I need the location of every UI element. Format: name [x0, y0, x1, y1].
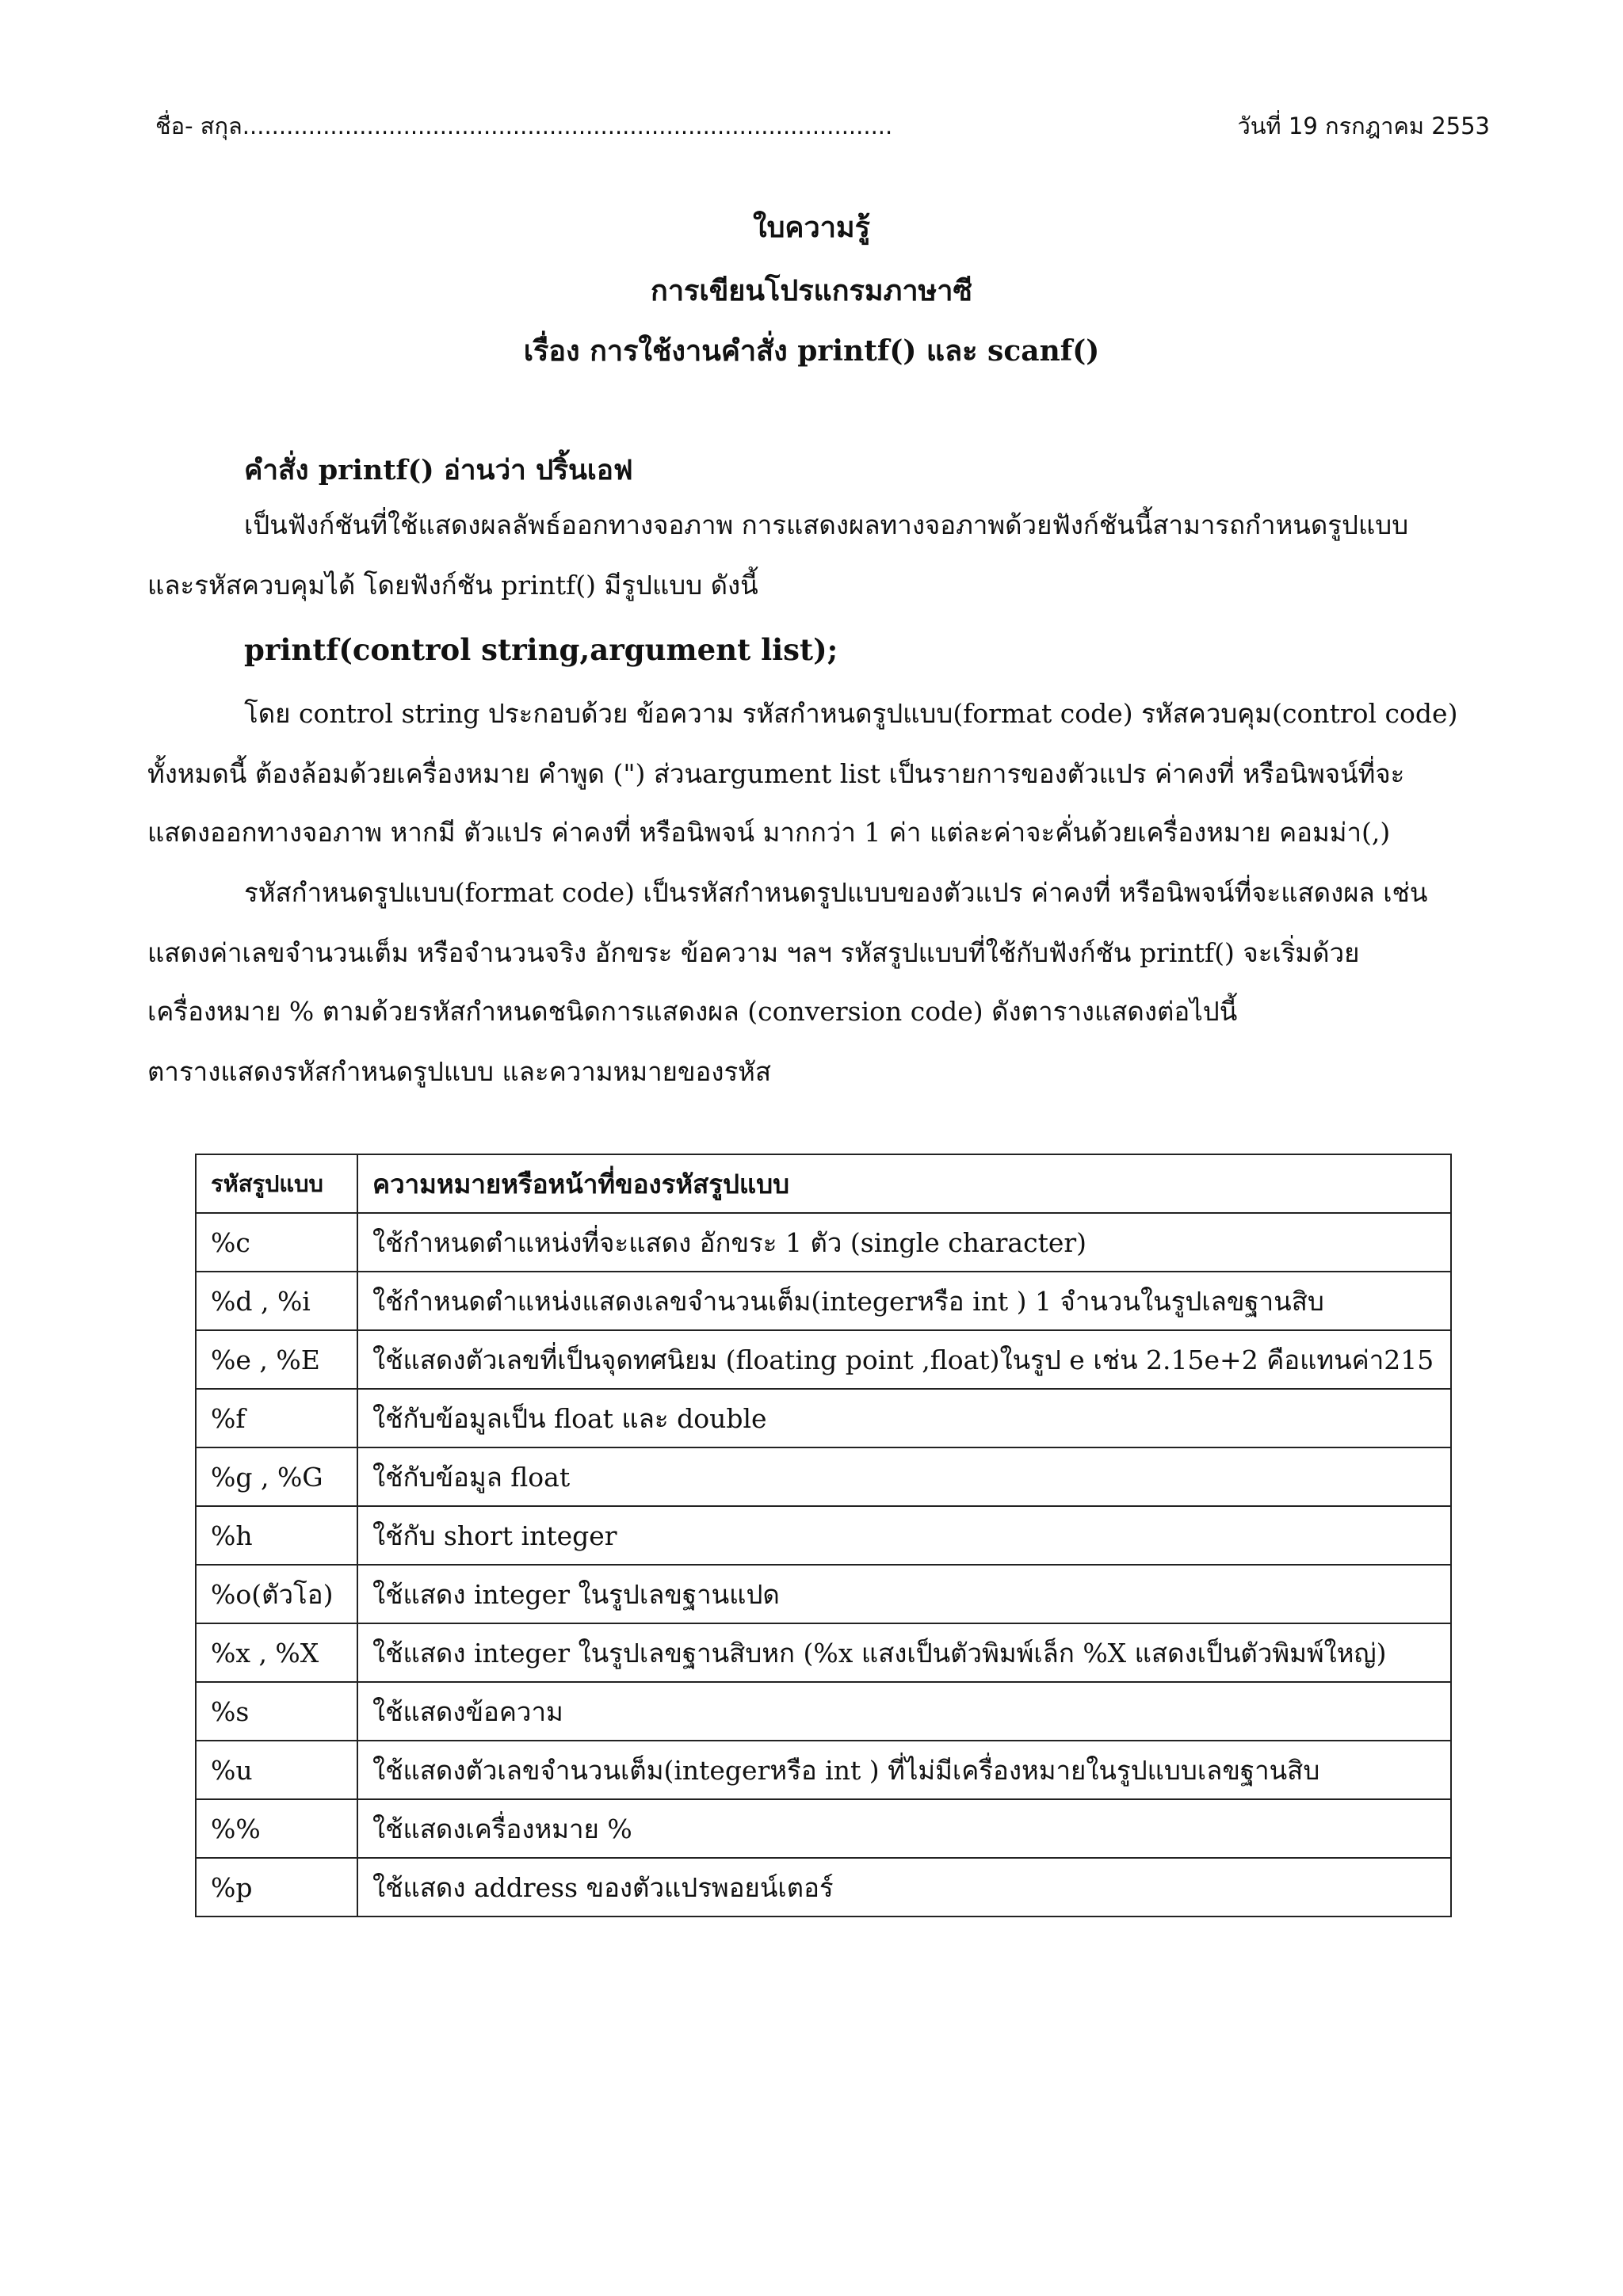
meaning-cell: ใช้กับข้อมูล float: [357, 1447, 1451, 1506]
format-code-cell: %c: [196, 1213, 357, 1272]
table-row: [196, 1858, 1451, 1917]
table-row: [196, 1741, 1451, 1799]
meaning-cell: ใช้แสดง address ของตัวแปรพอยน์เตอร์: [357, 1858, 1451, 1917]
format-code-cell: %e , %E: [196, 1330, 357, 1389]
format-code-cell: %h: [196, 1506, 357, 1565]
document-title: ใบความรู้: [752, 211, 870, 244]
table-row: [196, 1213, 1451, 1272]
document-topic: เรื่อง การใช้งานคำสั่ง printf() และ scanf(): [523, 334, 1100, 368]
table-row: [196, 1506, 1451, 1565]
table-row: [196, 1389, 1451, 1447]
format-code-table: [195, 1154, 1452, 1917]
format-code-cell: %x , %X: [196, 1623, 357, 1682]
meaning-cell: ใช้แสดงตัวเลขจำนวนเต็ม(integerหรือ int ) ที่ไม่มีเครื่องหมายในรูปแบบเลขฐานสิบ: [357, 1741, 1451, 1799]
section-heading: คำสั่ง printf() อ่านว่า ปริ้นเอฟ: [244, 454, 633, 486]
meaning-cell: ใช้แสดง integer ในรูปเลขฐานสิบหก (%x แสงเป็นตัวพิมพ์เล็ก %X แสดงเป็นตัวพิมพ์ใหญ่): [357, 1623, 1451, 1682]
table-row: [196, 1682, 1451, 1741]
document-subject: การเขียนโปรแกรมภาษาซี: [651, 274, 972, 307]
body-line: รหัสกำหนดรูปแบบ(format code) เป็นรหัสกำหนดรูปแบบของตัวแปร ค่าคงที่ หรือนิพจน์ที่จะแสดงผล เช่น: [244, 877, 1428, 908]
table-row: [196, 1565, 1451, 1623]
body-line: โดย control string ประกอบด้วย ข้อความ รหัสกำหนดรูปแบบ(format code) รหัสควบคุม(control code): [244, 698, 1458, 729]
name-field-line: ชื่อ- สกุล.........................................................................................: [155, 113, 893, 139]
meaning-cell: ใช้แสดงเครื่องหมาย %: [357, 1799, 1451, 1858]
meaning-cell: ใช้แสดงข้อความ: [357, 1682, 1451, 1741]
format-code-cell: %g , %G: [196, 1447, 357, 1506]
format-code-cell: %o(ตัวโอ): [196, 1565, 357, 1623]
format-code-cell: %%: [196, 1799, 357, 1858]
table-row: [196, 1447, 1451, 1506]
column-header-meaning: ความหมายหรือหน้าที่ของรหัสรูปแบบ: [357, 1154, 1451, 1213]
table-caption: ตารางแสดงรหัสกำหนดรูปแบบ และความหมายของรหัส: [147, 1056, 772, 1087]
table-row: [196, 1330, 1451, 1389]
intro-line: เป็นฟังก์ชันที่ใช้แสดงผลลัพธ์ออกทางจอภาพ การแสดงผลทางจอภาพด้วยฟังก์ชันนี้สามารถกำหนดรูปแบบ: [244, 509, 1409, 540]
body-line: ทั้งหมดนี้ ต้องล้อมด้วยเครื่องหมาย คำพูด (") ส่วนargument list เป็นรายการของตัวแปร ค่าคงที่ หรือนิพจน์ที่จะ: [147, 758, 1405, 789]
body-line: เครื่องหมาย % ตามด้วยรหัสกำหนดชนิดการแสดงผล (conversion code) ดังตารางแสดงต่อไปนี้: [147, 996, 1238, 1027]
meaning-cell: ใช้กับข้อมูลเป็น float และ double: [357, 1389, 1451, 1447]
meaning-cell: ใช้แสดง integer ในรูปเลขฐานแปด: [357, 1565, 1451, 1623]
body-line: แสดงค่าเลขจำนวนเต็ม หรือจำนวนจริง อักขระ ข้อความ ฯลฯ รหัสรูปแบบที่ใช้กับฟังก์ชัน printf() จะเริ่มด้วย: [147, 937, 1360, 968]
meaning-cell: ใช้แสดงตัวเลขที่เป็นจุดทศนิยม (floating point ,float)ในรูป e เช่น 2.15e+2 คือแทนค่า215: [357, 1330, 1451, 1389]
format-code-cell: %p: [196, 1858, 357, 1917]
intro-line: และรหัสควบคุมได้ โดยฟังก์ชัน printf() มีรูปแบบ ดังนี้: [147, 570, 758, 601]
table-header-row: [196, 1154, 1451, 1213]
table-row: [196, 1799, 1451, 1858]
body-line: แสดงออกทางจอภาพ หากมี ตัวแปร ค่าคงที่ หรือนิพจน์ มากกว่า 1 ค่า แต่ละค่าจะคั่นด้วยเครื่องหมาย คอมม่า(,): [147, 817, 1391, 848]
document-date: วันที่ 19 กรกฎาคม 2553: [1237, 113, 1490, 139]
meaning-cell: ใช้กำหนดตำแหน่งที่จะแสดง อักขระ 1 ตัว (single character): [357, 1213, 1451, 1272]
format-code-cell: %s: [196, 1682, 357, 1741]
format-code-cell: %d , %i: [196, 1272, 357, 1330]
format-code-cell: %u: [196, 1741, 357, 1799]
table-row: [196, 1623, 1451, 1682]
column-header-code: รหัสรูปแบบ: [196, 1154, 357, 1213]
table-row: [196, 1272, 1451, 1330]
syntax-statement: printf(control string,argument list);: [244, 632, 838, 667]
format-code-cell: %f: [196, 1389, 357, 1447]
meaning-cell: ใช้กำหนดตำแหน่งแสดงเลขจำนวนเต็ม(integerหรือ int ) 1 จำนวนในรูปเลขฐานสิบ: [357, 1272, 1451, 1330]
meaning-cell: ใช้กับ short integer: [357, 1506, 1451, 1565]
